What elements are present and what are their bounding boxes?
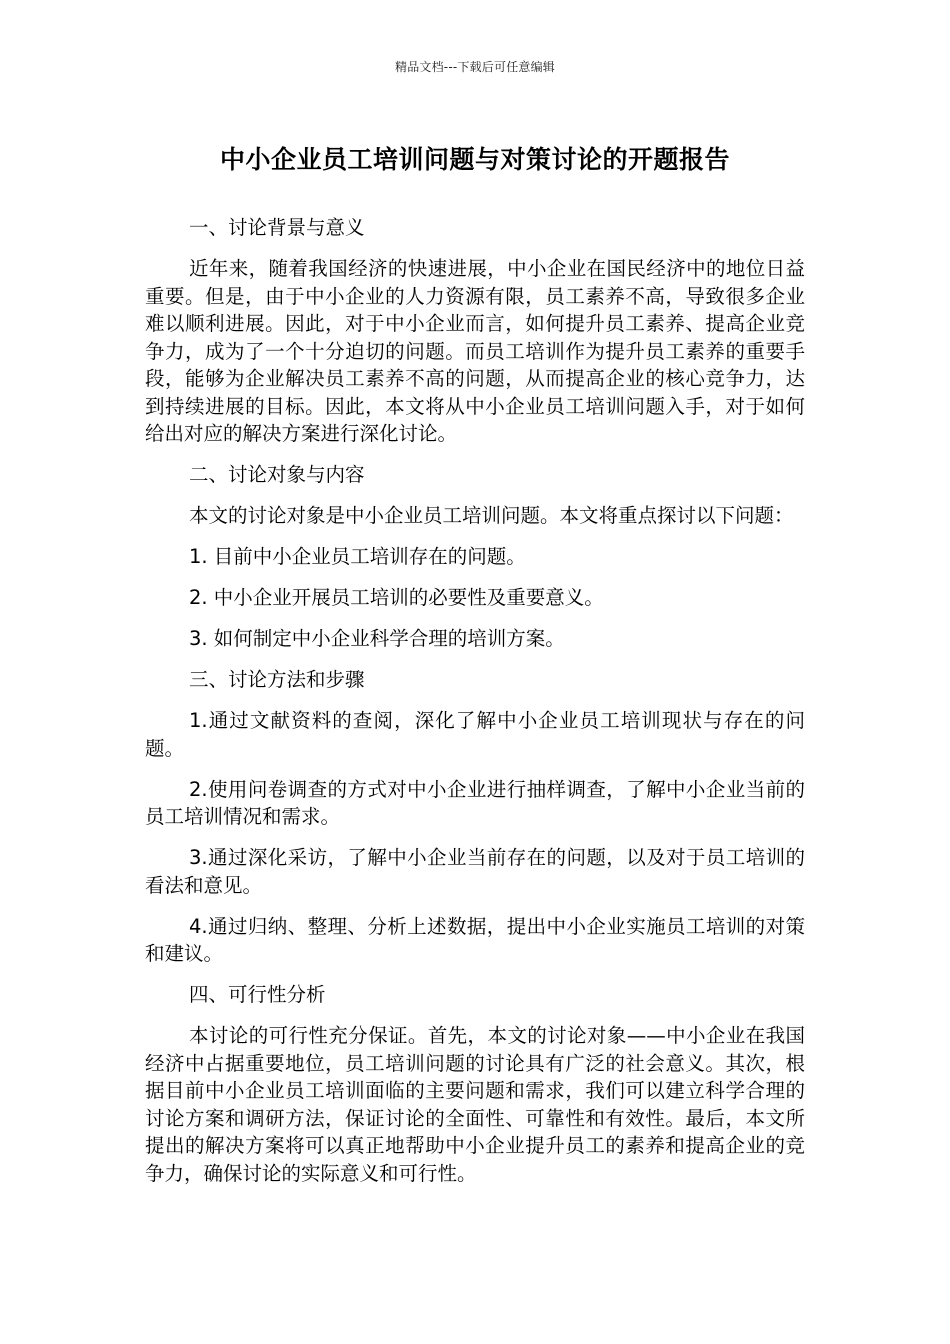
- header-watermark: 精品文档---下载后可任意编辑: [395, 60, 555, 74]
- section-heading-methods: 三、讨论方法和步骤: [189, 668, 365, 691]
- section-heading-background: 一、讨论背景与意义: [189, 216, 365, 239]
- list-item: 2.使用问卷调查的方式对中小企业进行抽样调查，了解中小企业当前的员工培训情况和需求。: [145, 777, 805, 828]
- document-body: [145, 214, 805, 1201]
- paragraph-background: 近年来，随着我国经济的快速进展，中小企业在国民经济中的地位日益重要。但是，由于中小企业的人力资源有限，员工素养不高，导致很多企业难以顺利进展。因此，对于中小企业而言，如何提升员工素养、提高企业竞争力，成为了一个十分迫切的问题。而员工培训作为提升员工素养的重要手段，能够为企业解决员工素养不高的问题，从而提高企业的核心竞争力，达到持续进展的目标。因此，本文将从中小企业员工培训问题入手，对于如何给出对应的解决方案进行深化讨论。: [145, 257, 805, 445]
- list-item: 3.通过深化采访，了解中小企业当前存在的问题，以及对于员工培训的看法和意见。: [145, 846, 805, 897]
- list-item: 1. 目前中小企业员工培训存在的问题。: [189, 545, 526, 568]
- section-heading-subject: 二、讨论对象与内容: [189, 463, 365, 486]
- list-item: 1.通过文献资料的查阅，深化了解中小企业员工培训现状与存在的问题。: [145, 709, 805, 760]
- section-heading-feasibility: 四、可行性分析: [189, 983, 326, 1006]
- list-item: 2. 中小企业开展员工培训的必要性及重要意义。: [189, 586, 604, 609]
- list-item: 3. 如何制定中小企业科学合理的培训方案。: [189, 627, 565, 650]
- list-item: 4.通过归纳、整理、分析上述数据，提出中小企业实施员工培训的对策和建议。: [145, 914, 805, 965]
- paragraph-subject: 本文的讨论对象是中小企业员工培训问题。本文将重点探讨以下问题：: [189, 504, 794, 527]
- page-title: 中小企业员工培训问题与对策讨论的开题报告: [219, 145, 730, 174]
- paragraph-feasibility: 本讨论的可行性充分保证。首先，本文的讨论对象——中小企业在我国经济中占据重要地位，员工培训问题的讨论具有广泛的社会意义。其次，根据目前中小企业员工培训面临的主要问题和需求，我们可以建立科学合理的讨论方案和调研方法，保证讨论的全面性、可靠性和有效性。最后，本文所提出的解决方案将可以真正地帮助中小企业提升员工的素养和提高企业的竞争力，确保讨论的实际意义和可行性。: [145, 1024, 805, 1185]
